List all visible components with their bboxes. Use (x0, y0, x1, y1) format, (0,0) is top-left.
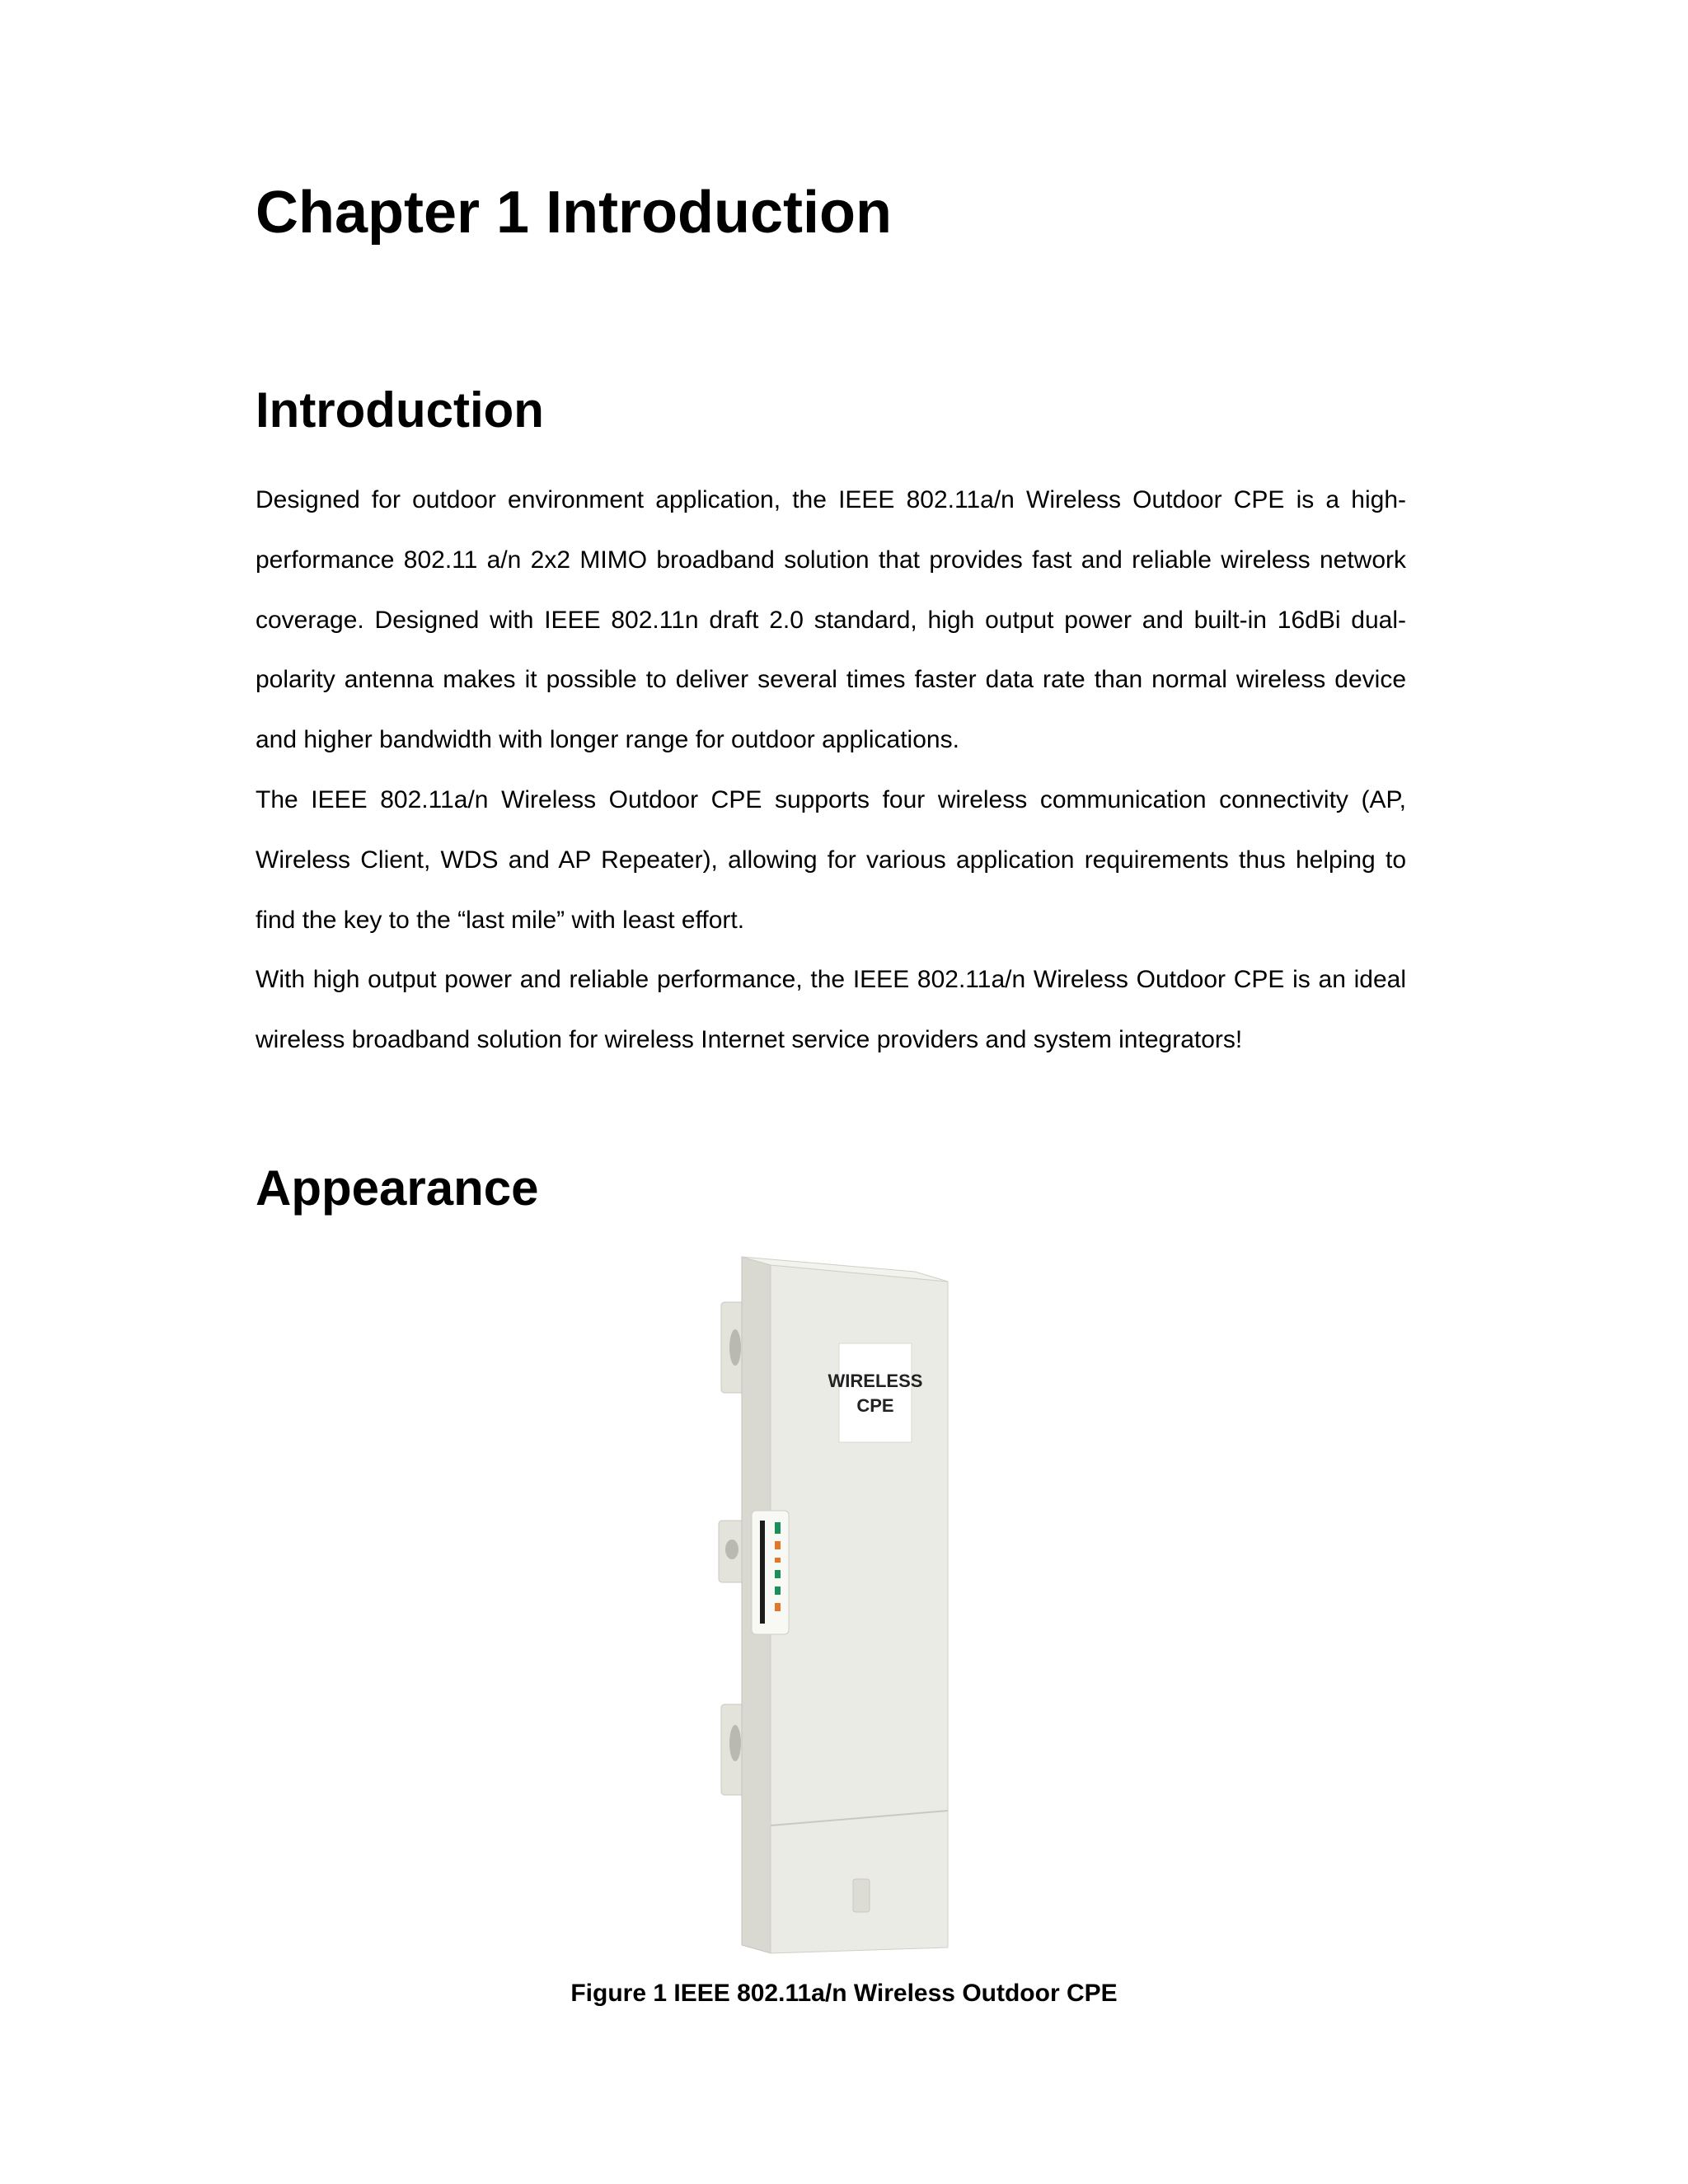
device-label (828, 1343, 923, 1442)
section-heading-appearance: Appearance (256, 1160, 539, 1216)
chapter-title: Chapter 1 Introduction (256, 180, 892, 246)
intro-paragraph-1: Designed for outdoor environment application, the IEEE 802.11a/n Wireless Outdoor CPE is a high-performance 802.11 a/n 2x2 MIMO broadband solution that provides fast and reliable wireless network coverage. Designed with IEEE 802.11n draft 2.0 standard, high output power and built-in 16dBi dual-polarity antenna makes it possible to deliver several times faster data rate than normal wireless device and higher bandwidth with longer range for outdoor applications. (256, 486, 1406, 754)
section-heading-introduction: Introduction (256, 382, 544, 438)
led-indicator-strip (752, 1511, 789, 1634)
device-label-line-2: CPE (856, 1395, 894, 1416)
mounting-bracket-middle (719, 1521, 745, 1582)
device-image (659, 1249, 1006, 1966)
figure-caption: Figure 1 IEEE 802.11a/n Wireless Outdoor CPE (570, 1980, 1118, 2007)
device-label-line-1: WIRELESS (828, 1371, 923, 1391)
introduction-body (256, 471, 1406, 1071)
intro-paragraph-3: With high output power and reliable performance, the IEEE 802.11a/n Wireless Outdoor CPE is an ideal wireless broadband solution for wireless Internet service providers and system integrators! (256, 966, 1406, 1054)
intro-paragraph-2: The IEEE 802.11a/n Wireless Outdoor CPE supports four wireless communication connectivity (AP, Wireless Client, WDS and AP Repeater), allowing for various application requirements thus helping to find the key to the “last mile” with least effort. (256, 785, 1406, 934)
